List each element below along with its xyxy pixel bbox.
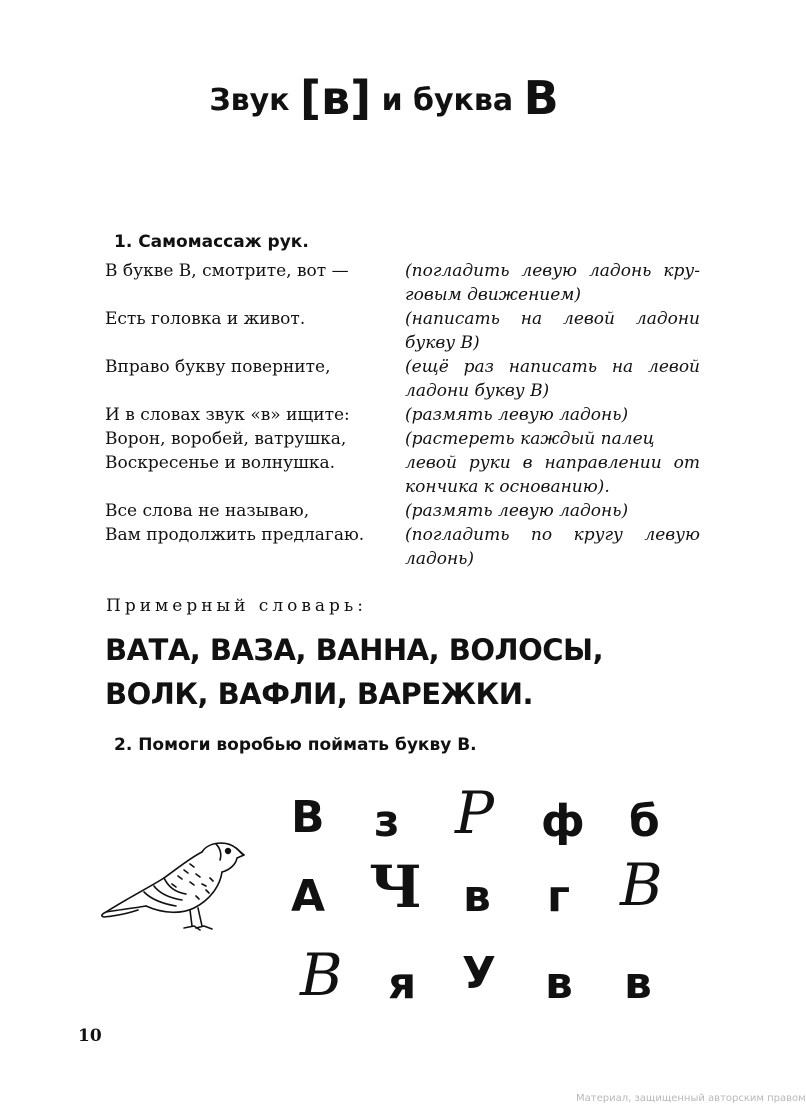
grid-letter: з xyxy=(374,796,400,847)
poem-instruction: (ещё раз написать на левой ладони букву В) xyxy=(405,357,700,401)
poem-line: Есть головка и живот. xyxy=(105,309,306,329)
poem-row xyxy=(105,403,705,427)
poem-instruction: (написать на левой ладони букву В) xyxy=(405,309,700,353)
poem-instruction: (размять левую ладонь) xyxy=(405,405,629,425)
grid-letter: А xyxy=(291,871,326,922)
grid-letter: ф xyxy=(541,796,585,847)
vocabulary-words: ВАТА, ВАЗА, ВАННА, ВОЛОСЫ, ВОЛК, ВАФЛИ, ВАРЕЖКИ. xyxy=(105,633,604,711)
grid-letter: В xyxy=(620,851,663,919)
poem-line: В букве В, смотрите, вот — xyxy=(105,261,349,281)
page-title xyxy=(0,70,768,129)
poem-line: И в словах звук «в» ищите: xyxy=(105,405,350,425)
title-prefix: Звук xyxy=(209,83,290,118)
grid-letter: в xyxy=(463,871,491,922)
poem-line: Вам продолжить предлагаю. xyxy=(105,525,365,545)
grid-letter: я xyxy=(388,958,417,1009)
poem xyxy=(105,259,705,571)
poem-line: Ворон, воробей, ватрушка, xyxy=(105,429,347,449)
poem-instruction: левой руки в направлении от кончика к основанию). xyxy=(405,453,700,497)
grid-letter: в xyxy=(545,958,573,1009)
grid-letter: У xyxy=(462,948,496,999)
title-sound-letter: [в] xyxy=(299,71,372,125)
section1-heading: 1. Самомассаж рук. xyxy=(114,232,309,252)
grid-letter: В xyxy=(291,792,325,843)
grid-letter: г xyxy=(547,871,570,922)
sparrow-illustration xyxy=(98,834,250,938)
poem-instruction: (растереть каждый палец xyxy=(405,429,655,449)
poem-row xyxy=(105,307,705,355)
grid-letter: в xyxy=(624,958,652,1009)
grid-letter: Р xyxy=(455,779,495,847)
title-letter: В xyxy=(523,71,559,125)
copyright-watermark: Материал, защищенный авторским правом xyxy=(576,1093,806,1104)
poem-row xyxy=(105,499,705,523)
vocabulary-label: Примерный словарь: xyxy=(106,596,367,616)
page-number: 10 xyxy=(78,1026,102,1046)
poem-row xyxy=(105,523,705,571)
poem-row xyxy=(105,451,705,499)
section2-heading: 2. Помоги воробью поймать букву В. xyxy=(114,735,477,755)
grid-letter: б xyxy=(629,796,660,847)
poem-row xyxy=(105,259,705,307)
poem-row xyxy=(105,427,705,451)
poem-instruction: (погладить по кругу левую ладонь) xyxy=(405,525,700,569)
poem-instruction: (погладить левую ладонь кру- говым движением) xyxy=(405,261,700,305)
grid-letter: В xyxy=(300,941,343,1009)
poem-line: Воскресенье и волнушка. xyxy=(105,453,336,473)
poem-row xyxy=(105,355,705,403)
grid-letter: Ч xyxy=(369,853,422,921)
poem-line: Все слова не называю, xyxy=(105,501,310,521)
poem-line: Вправо букву поверните, xyxy=(105,357,331,377)
title-middle: и буква xyxy=(381,83,514,118)
poem-instruction: (размять левую ладонь) xyxy=(405,501,629,521)
